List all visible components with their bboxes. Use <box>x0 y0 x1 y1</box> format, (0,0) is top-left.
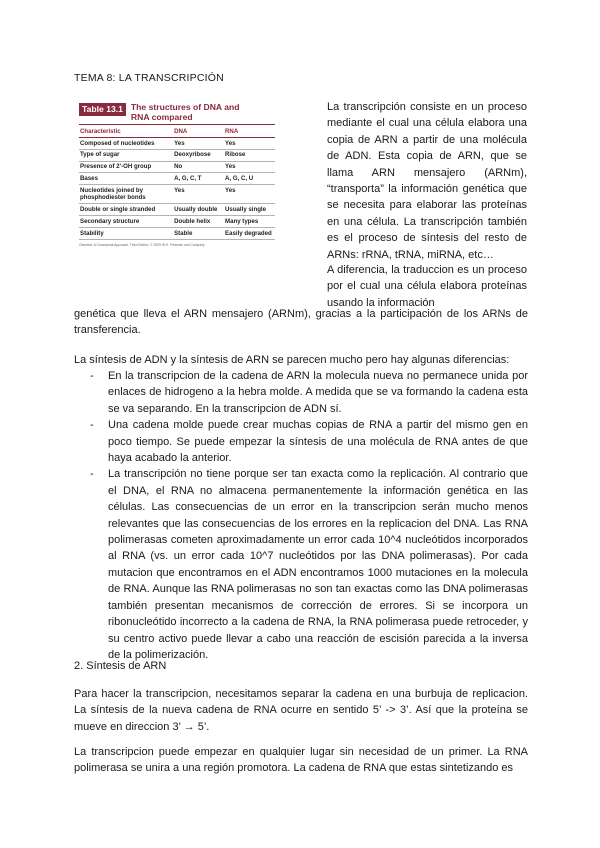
table-cell: Yes <box>173 185 224 204</box>
table-cell: Nucleotides joined by phosphodiester bonds <box>79 185 173 204</box>
page-title: TEMA 8: LA TRANSCRIPCIÓN <box>74 72 224 84</box>
differences-list <box>74 368 528 663</box>
table-number: Table 13.1 <box>79 103 126 116</box>
dna-rna-table-figure <box>79 103 275 247</box>
table-caption: The structures of DNA and RNA compared <box>130 102 240 122</box>
table-credit: Genetics: A Conceptual Approach, Third Edition. © 2009 W.H. Freeman and Company <box>79 242 205 247</box>
table-cell: Composed of nucleotides <box>79 137 173 149</box>
comparison-table <box>79 126 275 239</box>
list-item <box>74 368 528 417</box>
paragraph-synthesis: Para hacer la transcripcion, necesitamos separar la cadena en una burbuja de replicacion. La síntesis de la nueva cadena de RNA ocurre en sentido 5’ -> 3’. Así que la proteína se mueve en direccion 3’ → 5’. <box>74 688 528 733</box>
table-cell: Secondary structure <box>79 216 173 228</box>
table-row <box>79 161 275 173</box>
table-cell: A, G, C, U <box>224 173 275 185</box>
list-item <box>74 466 528 663</box>
list-item-text: Una cadena molde puede crear muchas copias de RNA a partir del mismo gen en poco tiempo. Se puede empezar la síntesis de una molécula de RNA antes de que haya acabado la anterior. <box>108 419 528 465</box>
list-item-text: La transcripción no tiene porque ser tan exacta como la replicación. Al contrario que el DNA, el RNA no almacena permanentemente la información genética en las células. Las consecuencias de un error en la transcripcion serán mucho menos relevantes que las consecuencias de los errores en la replicacion del DNA. Las RNA polimerasas cometen aproximadamente un error cada 10^4 nucleótidos incorporados al RNA (vs. un error cada 10^7 nucleótidos por las DNA polimerasas). Por cada mutacion que encontramos en el ADN encontramos 1000 mutaciones en la molecula de RNA. Aunque las RNA polimerasas no son tan exactas como las DNA polimerasas también presentan mecanismos de corrección de errores. Si se incorpora un ribonucleótido incorrecto a la cadena de RNA, la RNA polimerasa puede retroceder, y su centro activo puede llevar a cabo una reacción de escisión parecida a la inversa de la polimerización. <box>108 468 528 661</box>
table-row <box>79 173 275 185</box>
table-row <box>79 204 275 216</box>
column-header: DNA <box>173 126 224 137</box>
table-cell: No <box>173 161 224 173</box>
table-cell: Type of sugar <box>79 149 173 161</box>
column-header: Characteristic <box>79 126 173 137</box>
table-row <box>79 149 275 161</box>
table-cell: Usually double <box>173 204 224 216</box>
list-item <box>74 417 528 466</box>
table-cell: Deoxyribose <box>173 149 224 161</box>
table-cell: Easily degraded <box>224 227 275 239</box>
table-cell: Presence of 2'-OH group <box>79 161 173 173</box>
table-row <box>79 185 275 204</box>
table-cell: Yes <box>224 137 275 149</box>
bullet-dash: - <box>90 468 94 481</box>
table-cell: Yes <box>173 137 224 149</box>
table-header <box>79 103 275 125</box>
table-cell: Ribose <box>224 149 275 161</box>
bullet-dash: - <box>90 370 94 382</box>
table-cell: Yes <box>224 161 275 173</box>
paragraph-translation-part1: A diferencia, la traduccion es un proceso por el cual una célula elabora proteínas usando la información <box>327 264 527 309</box>
paragraph-differences-intro: La síntesis de ADN y la síntesis de ARN se parecen mucho pero hay algunas diferencias: <box>74 354 510 366</box>
table-row <box>79 227 275 239</box>
column-header: RNA <box>224 126 275 137</box>
table-header-row <box>79 126 275 137</box>
table-cell: A, G, C, T <box>173 173 224 185</box>
section-heading: 2. Síntesis de ARN <box>74 660 167 672</box>
table-row <box>79 137 275 149</box>
bullet-dash: - <box>90 419 94 432</box>
table-cell: Many types <box>224 216 275 228</box>
paragraph-transcription-definition: La transcripción consiste en un proceso mediante el cual una célula elabora una copia de ARN a partir de una molécula de ADN. Esta copia de ARN, que se llama ARN mensajero (ARNm), “transporta” la información genética que se necesita para elaborar las proteínas en una célula. La transcripción también es el proceso de síntesis del resto de ARNs: rRNA, tRNA, miRNA, etc… <box>327 101 527 261</box>
table-cell: Bases <box>79 173 173 185</box>
table-cell: Stable <box>173 227 224 239</box>
table-cell: Yes <box>224 185 275 204</box>
list-item-text: En la transcripcion de la cadena de ARN la molecula nueva no permanece unida por enlaces de hidrogeno a la hebra molde. A medida que se va formando la cadena esta se va separando. En la transcripcion de ADN sí. <box>108 370 528 415</box>
table-cell: Double helix <box>173 216 224 228</box>
paragraph-translation-part2: genética que lleva el ARN mensajero (ARNm), gracias a la participación de los ARNs de transferencia. <box>74 308 528 337</box>
paragraph-promoter: La transcripcion puede empezar en qualquier lugar sin necesidad de un primer. La RNA polimerasa se unira a una región promotora. La cadena de RNA que estas sintetizando es <box>74 746 528 775</box>
table-cell: Double or single stranded <box>79 204 173 216</box>
table-row <box>79 216 275 228</box>
table-cell: Stability <box>79 227 173 239</box>
table-cell: Usually single <box>224 204 275 216</box>
